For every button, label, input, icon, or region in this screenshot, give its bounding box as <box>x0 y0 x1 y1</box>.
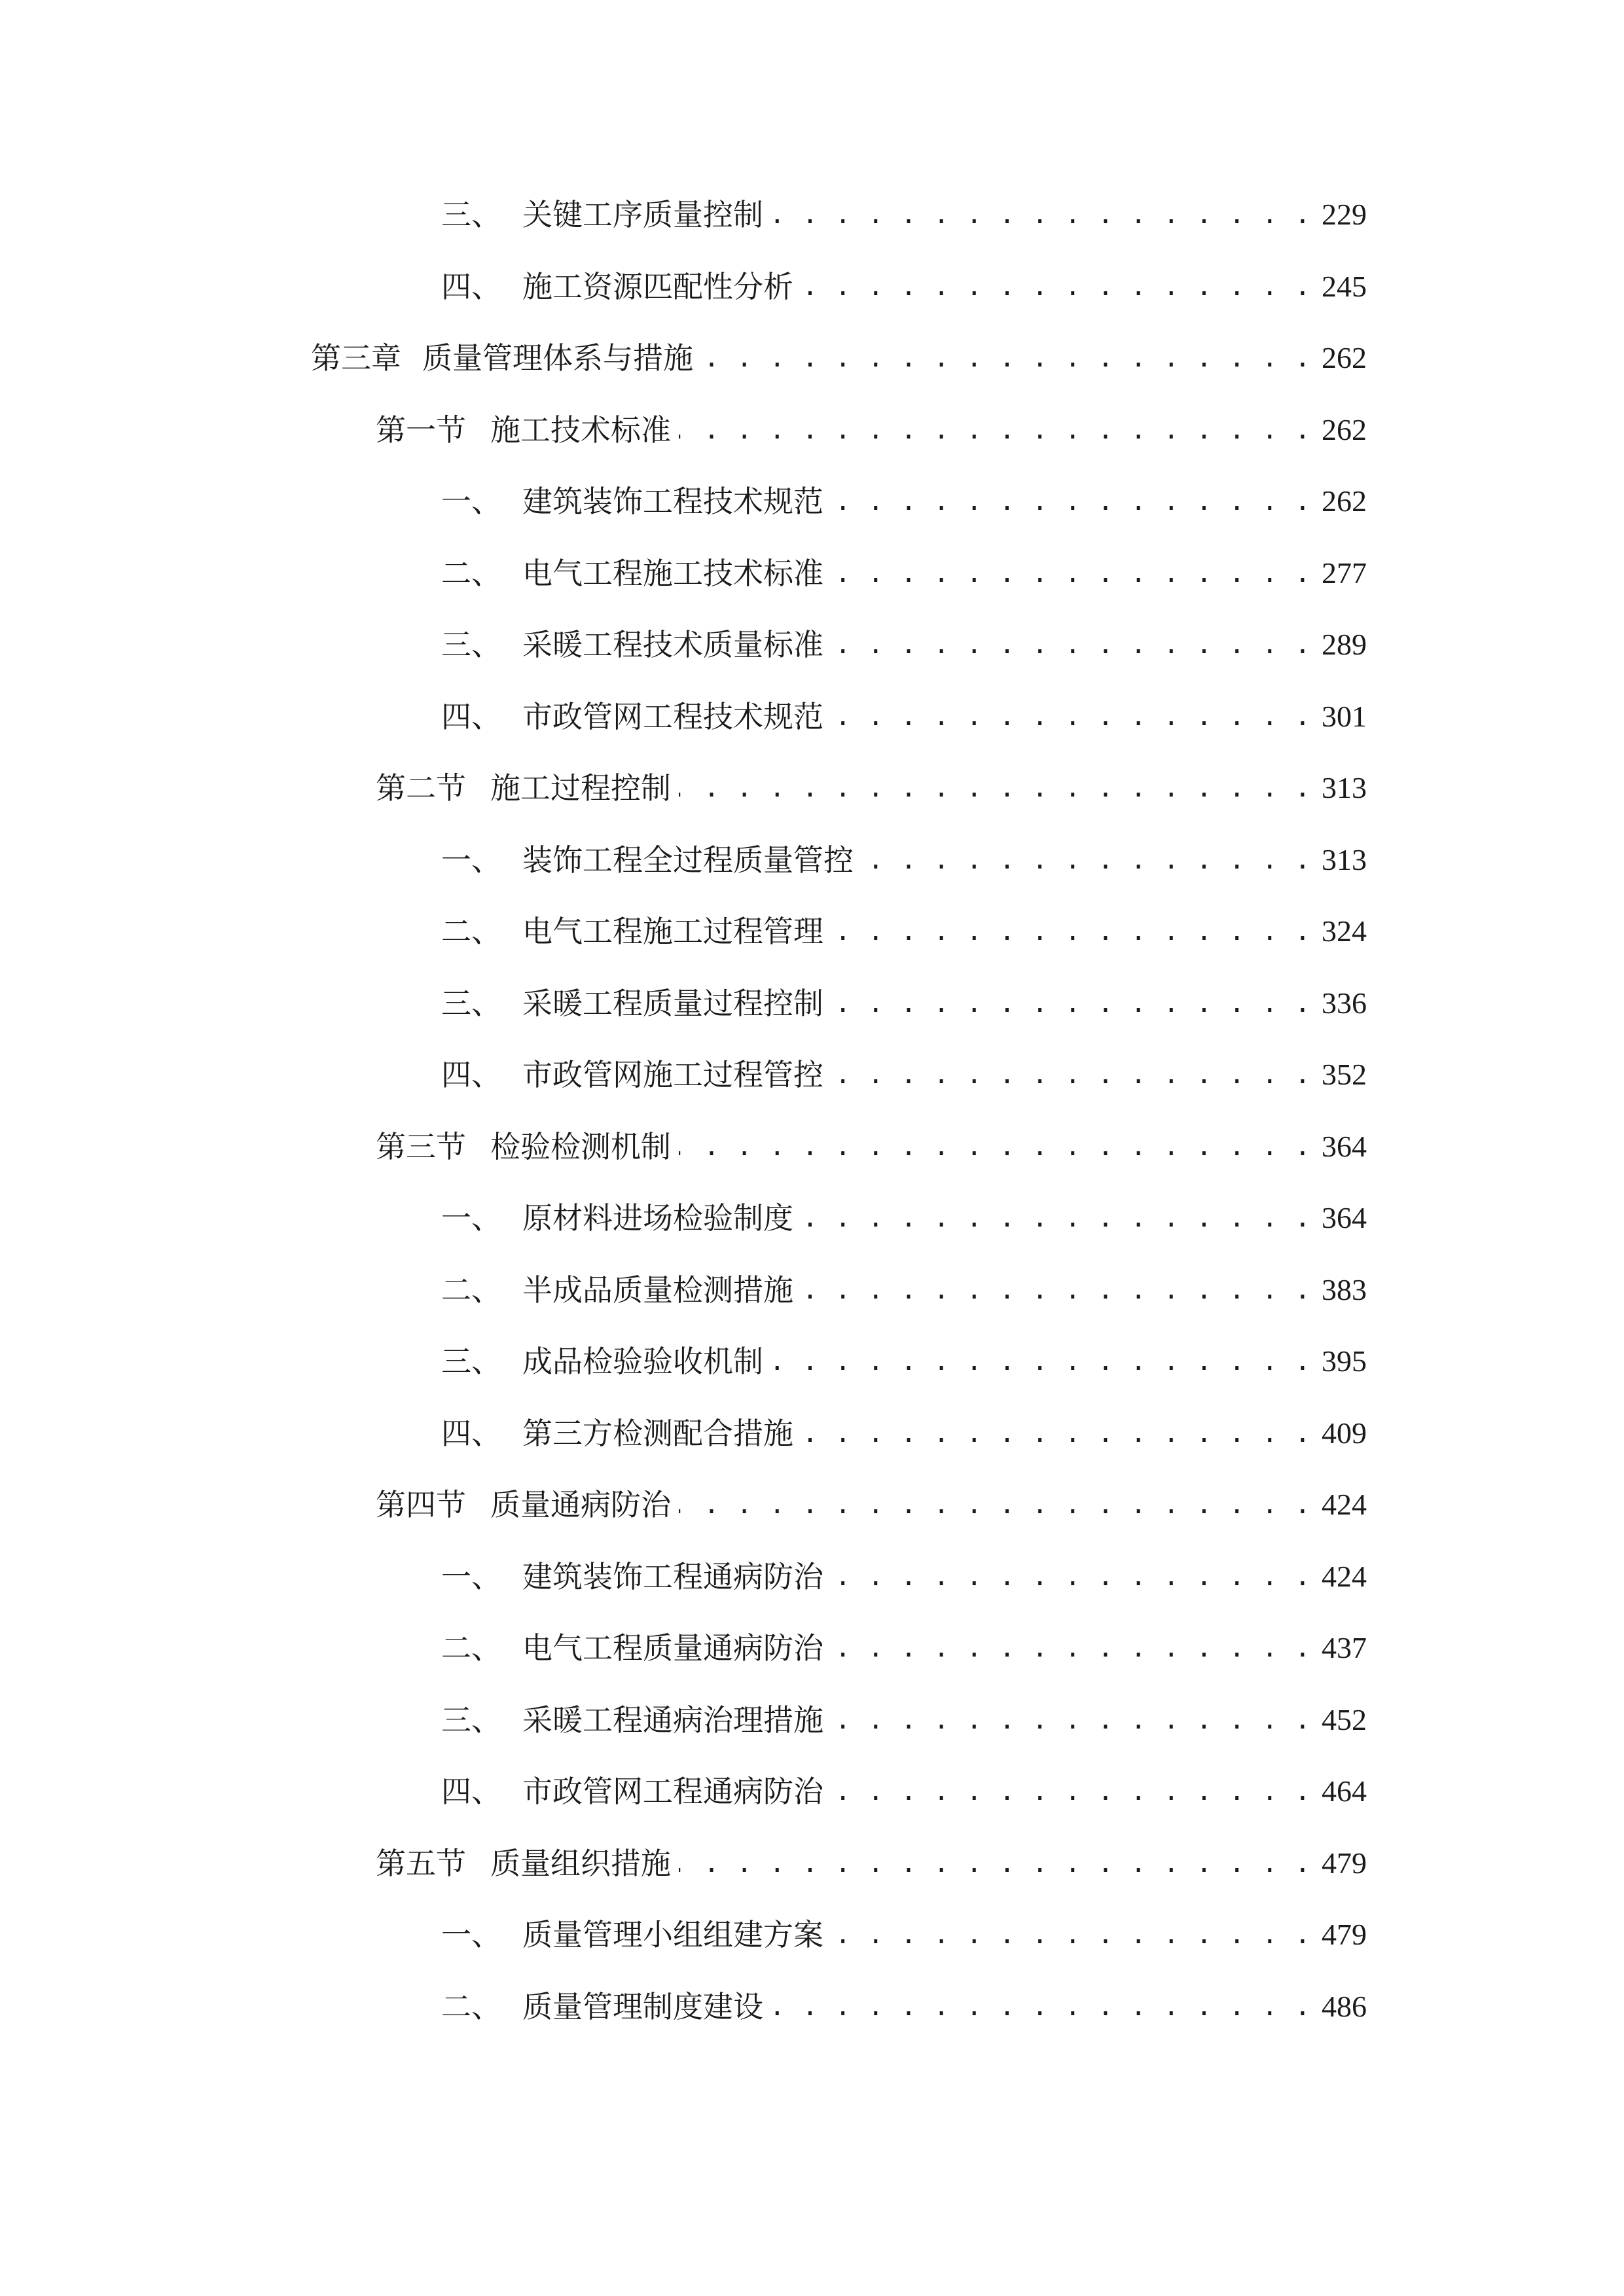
toc-entry-title: 施工技术标准 <box>490 412 671 448</box>
toc-entry[interactable] <box>441 1622 1367 1674</box>
toc-entry[interactable] <box>441 619 1367 671</box>
toc-entry-number: 四、 <box>441 268 501 304</box>
toc-entry-number: 二、 <box>441 555 501 591</box>
dot-leader <box>679 404 1311 456</box>
toc-entry-title: 电气工程施工技术标准 <box>522 555 823 591</box>
toc-entry[interactable] <box>441 1192 1367 1244</box>
toc-entry-title: 质量管理制度建设 <box>522 1988 763 2024</box>
toc-entry-number: 三、 <box>441 985 501 1021</box>
dot-leader <box>831 1694 1311 1746</box>
dot-leader <box>831 475 1311 528</box>
toc-entry[interactable] <box>441 547 1367 600</box>
dot-leader <box>831 1622 1311 1674</box>
toc-entry[interactable] <box>376 404 1367 456</box>
toc-entry-number: 二、 <box>441 1272 501 1308</box>
dot-leader <box>801 1192 1311 1244</box>
toc-entry-page-number: 364 <box>1322 1201 1367 1234</box>
toc-entry-page-number: 262 <box>1322 484 1367 518</box>
toc-entry-title: 市政管网施工过程管控 <box>522 1057 823 1092</box>
dot-leader <box>771 1981 1311 2033</box>
dot-leader <box>701 332 1311 384</box>
toc-entry-title: 建筑装饰工程技术规范 <box>522 484 823 519</box>
toc-entry-page-number: 301 <box>1322 699 1367 733</box>
toc-entry-page-number: 479 <box>1322 1846 1367 1880</box>
toc-entry-page-number: 313 <box>1322 771 1367 804</box>
dot-leader <box>831 691 1311 743</box>
toc-entry-page-number: 336 <box>1322 986 1367 1020</box>
toc-entry-number: 一、 <box>441 1558 501 1594</box>
dot-leader <box>831 1049 1311 1101</box>
toc-entry[interactable] <box>441 1909 1367 1961</box>
toc-entry-number: 二、 <box>441 1630 501 1666</box>
toc-entry[interactable] <box>441 977 1367 1030</box>
toc-entry-title: 采暖工程技术质量标准 <box>522 627 823 662</box>
toc-entry-title: 电气工程施工过程管理 <box>522 914 823 949</box>
toc-entry-page-number: 262 <box>1322 412 1367 446</box>
toc-entry-page-number: 383 <box>1322 1272 1367 1306</box>
toc-entry[interactable] <box>376 1479 1367 1531</box>
toc-entry[interactable] <box>441 1694 1367 1746</box>
toc-entry-page-number: 437 <box>1322 1631 1367 1664</box>
dot-leader <box>831 1909 1311 1961</box>
toc-entry[interactable] <box>441 1765 1367 1818</box>
toc-entry-title: 市政管网工程通病防治 <box>522 1774 823 1809</box>
toc-entry-page-number: 395 <box>1322 1344 1367 1378</box>
dot-leader <box>831 1765 1311 1818</box>
dot-leader <box>831 1551 1311 1603</box>
toc-entry-page-number: 245 <box>1322 269 1367 303</box>
toc-entry-title: 质量组织措施 <box>490 1845 671 1881</box>
toc-entry-number: 一、 <box>441 842 501 878</box>
toc-entry[interactable] <box>441 1407 1367 1460</box>
toc-entry[interactable] <box>441 905 1367 958</box>
toc-entry-page-number: 277 <box>1322 556 1367 590</box>
toc-entry[interactable] <box>311 332 1367 384</box>
toc-entry-title: 采暖工程通病治理措施 <box>522 1702 823 1738</box>
toc-entry-title: 施工过程控制 <box>490 770 671 806</box>
toc-entry-title: 成品检验验收机制 <box>522 1344 763 1379</box>
toc-entry-page-number: 352 <box>1322 1058 1367 1091</box>
toc-entry-number: 一、 <box>441 1917 501 1952</box>
dot-leader <box>679 1121 1311 1173</box>
dot-leader <box>679 1479 1311 1531</box>
toc-entry-number: 一、 <box>441 1200 501 1236</box>
toc-entry-title: 采暖工程质量过程控制 <box>522 985 823 1021</box>
toc-entry[interactable] <box>441 1551 1367 1603</box>
toc-entry-page-number: 424 <box>1322 1488 1367 1521</box>
toc-entry-number: 三、 <box>441 1702 501 1738</box>
toc-entry-title: 装饰工程全过程质量管控 <box>522 842 854 878</box>
toc-entry-page-number: 424 <box>1322 1559 1367 1593</box>
toc-entry-title: 市政管网工程技术规范 <box>522 698 823 734</box>
toc-entry[interactable] <box>441 834 1367 886</box>
toc-entry-title: 检验检测机制 <box>490 1128 671 1164</box>
toc-entry[interactable] <box>376 1121 1367 1173</box>
toc-entry[interactable] <box>376 1837 1367 1890</box>
toc-entry-page-number: 486 <box>1322 1989 1367 2023</box>
toc-entry-number: 第四节 <box>376 1487 466 1522</box>
toc-entry-number: 二、 <box>441 914 501 949</box>
toc-entry[interactable] <box>441 260 1367 313</box>
toc-entry[interactable] <box>441 1335 1367 1388</box>
toc-entry[interactable] <box>441 691 1367 743</box>
toc-entry-number: 三、 <box>441 627 501 662</box>
toc-entry-page-number: 262 <box>1322 341 1367 374</box>
dot-leader <box>801 1407 1311 1460</box>
toc-entry-title: 半成品质量检测措施 <box>522 1272 793 1308</box>
toc-entry[interactable] <box>376 762 1367 814</box>
toc-entry-title: 质量通病防治 <box>490 1487 671 1522</box>
toc-entry-number: 第五节 <box>376 1845 466 1881</box>
toc-entry-title: 关键工序质量控制 <box>522 197 763 232</box>
toc-entry[interactable] <box>441 475 1367 528</box>
toc-entry-number: 二、 <box>441 1988 501 2024</box>
dot-leader <box>831 905 1311 958</box>
toc-entry-page-number: 324 <box>1322 914 1367 948</box>
dot-leader <box>831 619 1311 671</box>
toc-entry-title: 质量管理小组组建方案 <box>522 1917 823 1952</box>
dot-leader <box>861 834 1311 886</box>
toc-entry-page-number: 313 <box>1322 842 1367 876</box>
dot-leader <box>771 1335 1311 1388</box>
toc-entry-number: 四、 <box>441 698 501 734</box>
dot-leader <box>771 188 1311 241</box>
toc-entry-number: 一、 <box>441 484 501 519</box>
toc-entry-title: 电气工程质量通病防治 <box>522 1630 823 1666</box>
toc-entry[interactable] <box>441 1981 1367 2033</box>
toc-entry-number: 四、 <box>441 1774 501 1809</box>
toc-entry-title: 第三方检测配合措施 <box>522 1415 793 1451</box>
dot-leader <box>831 977 1311 1030</box>
toc-entry-number: 三、 <box>441 1344 501 1379</box>
toc-entry-page-number: 229 <box>1322 198 1367 231</box>
dot-leader <box>801 260 1311 313</box>
toc-entry-number: 第二节 <box>376 770 466 806</box>
dot-leader <box>679 762 1311 814</box>
toc-entry-number: 三、 <box>441 197 501 232</box>
toc-entry-number: 四、 <box>441 1415 501 1451</box>
toc-entry-number: 第三章 <box>311 340 401 376</box>
dot-leader <box>679 1837 1311 1890</box>
toc-entry-page-number: 409 <box>1322 1416 1367 1450</box>
toc-entry-number: 四、 <box>441 1057 501 1092</box>
toc-entry[interactable] <box>441 1049 1367 1101</box>
dot-leader <box>831 547 1311 600</box>
toc-entry-title: 原材料进场检验制度 <box>522 1200 793 1236</box>
toc-entry[interactable] <box>441 1264 1367 1316</box>
toc-entry-number: 第一节 <box>376 412 466 448</box>
toc-entry-page-number: 479 <box>1322 1918 1367 1951</box>
toc-entry-number: 第三节 <box>376 1128 466 1164</box>
dot-leader <box>801 1264 1311 1316</box>
toc-entry-page-number: 452 <box>1322 1702 1367 1736</box>
toc-entry-title: 质量管理体系与措施 <box>422 340 693 376</box>
toc-entry-title: 建筑装饰工程通病防治 <box>522 1558 823 1594</box>
toc-entry-page-number: 289 <box>1322 628 1367 661</box>
toc-entry[interactable] <box>441 188 1367 241</box>
toc-entry-title: 施工资源匹配性分析 <box>522 268 793 304</box>
toc-entry-page-number: 364 <box>1322 1129 1367 1163</box>
toc-entry-page-number: 464 <box>1322 1774 1367 1808</box>
